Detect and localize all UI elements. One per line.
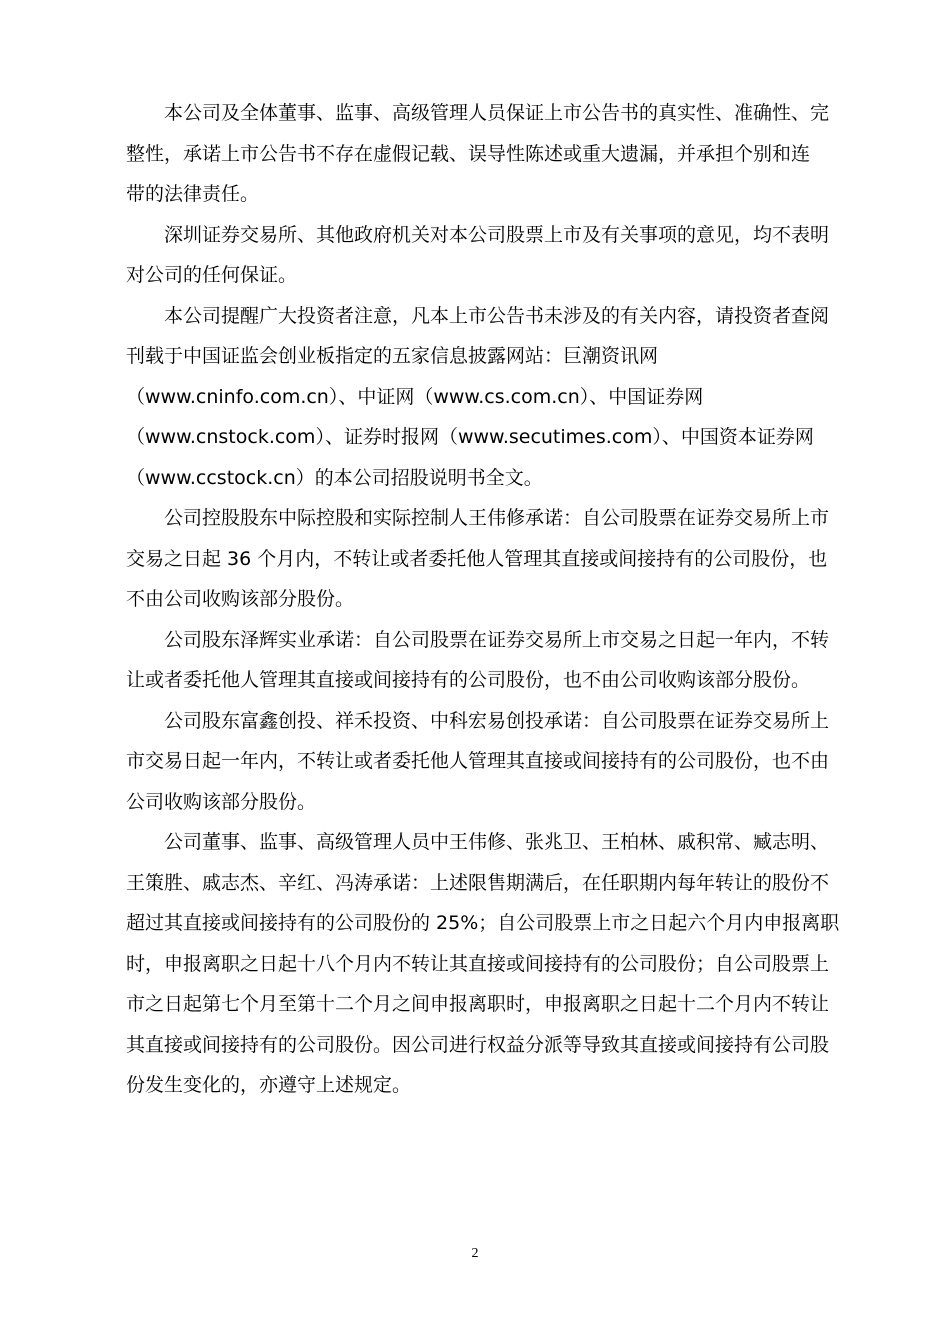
text-line: 不由公司收购该部分股份。	[126, 588, 355, 610]
website-list-line: （www.ccstock.cn）的本公司招股说明书全文。	[126, 466, 543, 489]
text-line: 份发生变化的，亦遵守上述规定。	[126, 1074, 412, 1096]
text-line: 公司控股股东中际控股和实际控制人王伟修承诺：自公司股票在证券交易所上市	[164, 507, 830, 529]
text-line: 王策胜、戚志杰、辛红、冯涛承诺：上述限售期满后，在任职期内每年转让的股份不	[126, 871, 830, 894]
text-line: 市交易日起一年内，不转让或者委托他人管理其直接或间接持有的公司股份，也不由	[126, 750, 830, 772]
paragraph-management-commitment	[126, 822, 838, 1106]
text-line: 公司收购该部分股份。	[126, 790, 317, 813]
page-number: 2	[471, 1246, 479, 1261]
text-line: 其直接或间接持有的公司股份。因公司进行权益分派等导致其直接或间接持有公司股	[126, 1033, 830, 1056]
paragraph-exchange-disclaimer	[126, 215, 838, 296]
text-line: 公司股东泽辉实业承诺：自公司股票在证券交易所上市交易之日起一年内，不转	[164, 628, 830, 651]
paragraph-responsibility-statement	[126, 93, 838, 215]
text-line: 本公司提醒广大投资者注意，凡本上市公告书未涉及的有关内容，请投资者查阅	[164, 304, 830, 327]
text-line: 交易之日起 36 个月内，不转让或者委托他人管理其直接或间接持有的公司股份，也	[126, 547, 828, 570]
text-line: 市之日起第七个月至第十二个月之间申报离职时，申报离职之日起十二个月内不转让	[126, 993, 830, 1015]
text-line: 对公司的任何保证。	[126, 264, 298, 286]
paragraph-investor-notice	[126, 296, 838, 499]
paragraph-venture-shareholders-commitment	[126, 701, 838, 823]
text-line: 刊载于中国证监会创业板指定的五家信息披露网站：巨潮资讯网	[126, 345, 659, 367]
website-list-line: （www.cnstock.com）、证券时报网（www.secutimes.com）、中国资本证券网	[126, 426, 814, 448]
text-line: 公司股东富鑫创投、祥禾投资、中科宏易创投承诺：自公司股票在证券交易所上	[164, 709, 830, 732]
document-body	[126, 93, 838, 1106]
paragraph-zehui-commitment	[126, 620, 838, 701]
text-line: 公司董事、监事、高级管理人员中王伟修、张兆卫、王柏林、戚积常、臧志明、	[164, 831, 830, 853]
paragraph-controlling-shareholder-commitment	[126, 498, 838, 620]
text-line: 带的法律责任。	[126, 183, 260, 205]
text-line: 本公司及全体董事、监事、高级管理人员保证上市公告书的真实性、准确性、完	[164, 102, 830, 124]
website-list-line: （www.cninfo.com.cn）、中证网（www.cs.com.cn）、中国证券网	[126, 385, 704, 408]
text-line: 整性，承诺上市公告书不存在虚假记载、误导性陈述或重大遗漏，并承担个别和连	[126, 142, 811, 165]
text-line: 深圳证券交易所、其他政府机关对本公司股票上市及有关事项的意见，均不表明	[164, 223, 830, 246]
text-line: 超过其直接或间接持有的公司股份的 25%；自公司股票上市之日起六个月内申报离职	[126, 912, 840, 934]
text-line: 让或者委托他人管理其直接或间接持有的公司股份，也不由公司收购该部分股份。	[126, 669, 811, 691]
text-line: 时，申报离职之日起十八个月内不转让其直接或间接持有的公司股份；自公司股票上	[126, 952, 830, 975]
